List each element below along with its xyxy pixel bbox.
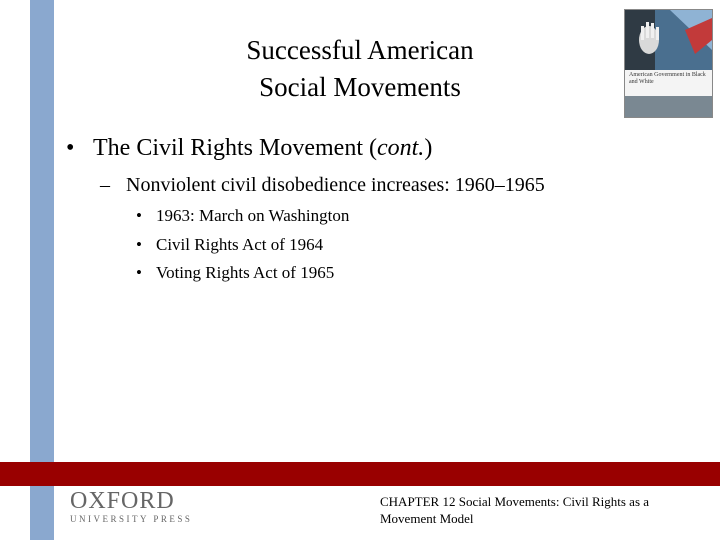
chapter-caption [380,493,700,527]
chapter-line2: Movement Model [380,511,474,526]
dash-marker: – [100,174,110,196]
footer-band [0,462,720,486]
slide-title-line2: Social Movements [259,72,461,102]
book-cover-title: American Government in Black and White [629,72,706,85]
bullet-level1 [66,133,432,163]
book-cover-image [624,9,713,118]
bullet-marker: • [136,263,142,282]
bullet-level3-item [136,205,349,227]
footer-accent-bar [30,486,54,540]
logo-oxford-text: OXFORD [70,488,175,514]
slide-title-line1: Successful American [246,35,474,65]
bullet-level2 [100,172,545,198]
bullet-marker: • [66,135,75,161]
bullet-text: 1963: March on Washington [156,206,350,225]
bullet-marker: • [136,206,142,225]
bullet-text-suffix: ) [424,135,433,161]
bullet-text-prefix: The Civil Rights Movement ( [93,135,377,161]
bullet-text: Voting Rights Act of 1965 [156,263,335,282]
bullet-level3-item [136,234,323,256]
slide-title [160,32,560,106]
bullet-text: Civil Rights Act of 1964 [156,235,324,254]
oxford-logo [70,490,192,526]
left-accent-bar [30,0,54,462]
chapter-line1: CHAPTER 12 Social Movements: Civil Rights as a [380,494,650,509]
bullet-marker: • [136,235,142,254]
bullet-text: Nonviolent civil disobedience increases: 1960–1965 [126,174,545,196]
bullet-text-italic: cont. [376,135,425,161]
book-cover-art [625,10,712,117]
logo-press-text: UNIVERSITY PRESS [70,514,193,524]
bullet-level3-item [136,262,334,284]
